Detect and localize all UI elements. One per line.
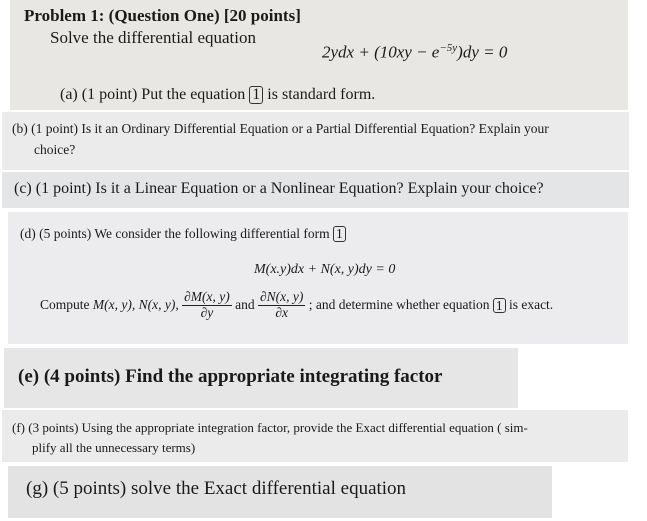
part-e-strip xyxy=(4,348,518,408)
part-f-line1: (f) (3 points) Using the appropriate integration factor, provide the Exact differential equation ( sim- xyxy=(12,420,528,435)
part-e-text: (e) (4 points) Find the appropriate integrating factor xyxy=(18,366,443,387)
partial-m-denominator: ∂y xyxy=(200,304,214,320)
differential-form: M(x.y)dx + N(x, y)dy = 0 xyxy=(254,262,396,277)
compute-prefix: Compute xyxy=(40,296,90,312)
part-d-strip xyxy=(8,212,628,344)
part-d-intro xyxy=(20,226,346,242)
main-equation xyxy=(322,42,507,63)
partial-n-denominator: ∂x xyxy=(275,304,289,320)
part-c-strip xyxy=(2,172,629,208)
part-g-strip xyxy=(8,466,552,518)
compute-line xyxy=(40,290,553,321)
part-b-strip xyxy=(2,112,629,170)
part-c-text: (c) (1 point) Is it a Linear Equation or a Nonlinear Equation? Explain your choice? xyxy=(14,180,544,197)
equation-ref-mark: 1 xyxy=(249,86,263,104)
compute-terms: M(x, y), N(x, y), xyxy=(92,296,179,312)
and-word: and xyxy=(235,296,255,312)
part-f-strip xyxy=(2,410,628,462)
part-a xyxy=(60,86,375,104)
equation-exponent: −5y xyxy=(439,42,458,54)
compute-suffix-end: is exact. xyxy=(508,296,554,312)
problem-instruction: Solve the differential equation xyxy=(50,28,256,47)
equation-tail: )dy = 0 xyxy=(457,42,508,62)
equation-ref-mark: 1 xyxy=(333,226,346,242)
partial-n-numerator: ∂N(x, y) xyxy=(259,289,304,304)
equation-main: 2ydx + (10xy − e xyxy=(322,42,440,62)
part-a-text-after: is standard form. xyxy=(267,86,376,103)
partial-m-numerator: ∂M(x, y) xyxy=(184,289,230,304)
part-b-line1: (b) (1 point) Is it an Ordinary Differential Equation or a Partial Differential Equation? Explain your xyxy=(12,121,549,136)
part-f-line2: plify all the unnecessary terms) xyxy=(32,440,196,455)
problem-header-strip xyxy=(10,0,628,110)
compute-suffix: ; and determine whether equation xyxy=(308,296,490,312)
part-d-text: (d) (5 points) We consider the following differential form xyxy=(20,226,330,241)
equation-ref-mark: 1 xyxy=(493,298,506,314)
problem-title: Problem 1: (Question One) [20 points] xyxy=(24,6,301,25)
part-a-text: (a) (1 point) Put the equation xyxy=(60,86,246,103)
partial-m-fraction xyxy=(182,290,232,321)
part-b-line2: choice? xyxy=(34,142,76,157)
part-g-text: (g) (5 points) solve the Exact differential equation xyxy=(26,478,407,499)
partial-n-fraction xyxy=(258,290,305,321)
